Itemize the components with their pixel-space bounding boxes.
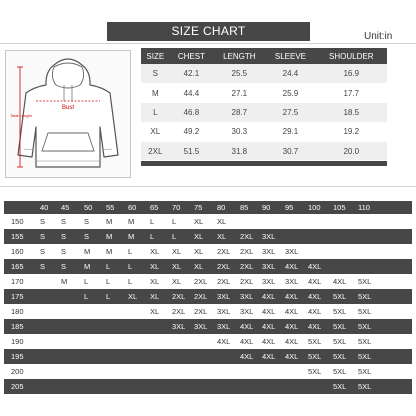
size-cell: M [106,232,113,241]
size-cell: 5XL [358,352,372,361]
size-cell: XL [194,217,204,226]
size-cell: 5XL [358,322,372,331]
height-label: 185 [11,322,24,331]
cell: 30.3 [213,122,265,141]
hoodie-illustration [6,51,130,177]
cell: 31.8 [213,142,265,161]
size-cell: 4XL [308,322,322,331]
chart-title: SIZE CHART [107,22,310,41]
size-cell: M [128,217,135,226]
height-row [4,304,412,319]
size-cell: 4XL [308,307,322,316]
size-cell: 2XL [172,292,186,301]
weight-header-cell: 50 [84,203,93,212]
size-cell: L [128,277,133,286]
size-cell: L [84,277,89,286]
size-cell: 5XL [358,367,372,376]
height-row [4,244,412,259]
size-cell: 4XL [240,352,254,361]
cell: 25.9 [265,83,315,102]
height-row [4,349,412,364]
header-size: SIZE [141,48,170,64]
size-table-header [141,48,387,64]
size-cell: M [84,262,91,271]
size-cell: 4XL [308,292,322,301]
cell: 27.5 [265,103,315,122]
size-cell: S [40,262,46,271]
hoodie-figure [5,50,131,178]
size-cell: 4XL [262,322,276,331]
size-cell: XL [217,217,227,226]
size-cell: L [128,247,133,256]
size-cell: 4XL [285,292,299,301]
cell: 18.5 [315,103,387,122]
size-cell: 5XL [308,352,322,361]
height-label: 190 [11,337,24,346]
size-cell: 5XL [358,277,372,286]
size-cell: S [61,262,67,271]
size-cell: 4XL [240,322,254,331]
size-cell: 2XL [172,307,186,316]
header-length: LENGTH [213,48,265,64]
size-cell: M [84,247,91,256]
weight-header-cell: 65 [150,203,159,212]
size-cell: 4XL [285,337,299,346]
size-cell: L [150,217,155,226]
size-cell: L [106,277,111,286]
size-cell: 4XL [333,277,347,286]
size-cell: 4XL [217,337,231,346]
size-cell: XL [194,262,204,271]
cell: 49.2 [170,122,214,141]
table-row [141,142,387,161]
cell: 17.7 [315,83,387,102]
weight-header-cell: 90 [262,203,271,212]
header-chest: CHEST [170,48,214,64]
cell: L [141,103,170,122]
height-label: 195 [11,352,24,361]
size-cell: 4XL [285,322,299,331]
size-cell: 2XL [240,262,254,271]
size-cell: 3XL [285,247,299,256]
cell: 29.1 [265,122,315,141]
table-row [141,83,387,102]
size-cell: XL [194,247,204,256]
size-cell: 4XL [308,277,322,286]
cell: 51.5 [170,142,214,161]
size-cell: S [84,232,90,241]
height-row [4,274,412,289]
size-cell: L [106,262,111,271]
height-label: 205 [11,382,24,391]
cell: 30.7 [265,142,315,161]
size-cell: 2XL [240,277,254,286]
cell: 2XL [141,142,170,161]
size-cell: S [61,217,67,226]
table-row [141,64,387,83]
weight-header-cell: 110 [358,203,370,212]
table-footer-strip [141,161,387,167]
size-cell: S [40,247,46,256]
size-cell: 5XL [333,382,347,391]
height-label: 160 [11,247,24,256]
weight-header-cell: 75 [194,203,203,212]
height-label: 180 [11,307,24,316]
height-row [4,379,412,394]
size-cell: XL [217,232,227,241]
cell: 19.2 [315,122,387,141]
size-cell: 3XL [240,292,254,301]
size-cell: XL [194,232,204,241]
size-cell: 4XL [262,292,276,301]
cell: 28.7 [213,103,265,122]
size-cell: 2XL [194,292,208,301]
weight-header-cell: 60 [128,203,137,212]
size-cell: M [128,232,135,241]
size-cell: S [61,232,67,241]
size-cell: 3XL [240,307,254,316]
size-cell: 3XL [217,307,231,316]
size-cell: 5XL [308,367,322,376]
size-cell: XL [172,277,182,286]
cell: M [141,83,170,102]
size-cell: 2XL [240,247,254,256]
size-cell: 5XL [358,292,372,301]
size-cell: 2XL [194,277,208,286]
size-cell: XL [150,292,160,301]
cell: 27.1 [213,83,265,102]
size-cell: XL [172,262,182,271]
size-cell: 4XL [240,337,254,346]
cell: S [141,64,170,83]
size-cell: 5XL [308,337,322,346]
size-cell: XL [128,292,138,301]
size-cell: 5XL [358,307,372,316]
height-label: 155 [11,232,24,241]
size-cell: M [106,247,113,256]
size-cell: 4XL [308,262,322,271]
cell: 24.4 [265,64,315,83]
size-cell: L [172,217,177,226]
size-cell: 5XL [333,337,347,346]
cell: 42.1 [170,64,214,83]
size-cell: 3XL [194,322,208,331]
size-cell: 3XL [262,277,276,286]
cell: 46.8 [170,103,214,122]
divider [0,43,416,44]
size-cell: XL [150,277,160,286]
height-label: 150 [11,217,24,226]
weight-header-cell: 100 [308,203,321,212]
height-row [4,259,412,274]
size-cell: 3XL [217,292,231,301]
height-row [4,364,412,379]
weight-header-cell: 45 [61,203,70,212]
size-cell: 5XL [333,352,347,361]
height-row [4,214,412,229]
bust-label: Bust [61,105,75,111]
size-cell: S [40,232,46,241]
size-cell: 2XL [217,262,231,271]
size-table-body [141,64,387,167]
size-cell: 2XL [240,232,254,241]
weight-header-cell: 85 [240,203,249,212]
weight-header-cell: 105 [333,203,346,212]
size-cell: 3XL [262,232,276,241]
size-measurement-table [141,48,387,167]
height-row [4,289,412,304]
size-cell: L [172,232,177,241]
height-row [4,319,412,334]
size-cell: L [106,292,111,301]
weight-header-cell: 40 [40,203,49,212]
weight-header-cell: 80 [217,203,226,212]
size-cell: 2XL [194,307,208,316]
weight-header-cell: 95 [285,203,294,212]
cell: XL [141,122,170,141]
size-cell: 5XL [358,337,372,346]
size-cell: L [128,262,133,271]
header-sleeve: SLEEVE [265,48,315,64]
size-cell: S [40,217,46,226]
height-weight-grid [4,201,412,394]
length-label: Total Length [10,113,32,118]
height-label: 170 [11,277,24,286]
size-cell: 4XL [262,352,276,361]
height-label: 175 [11,292,24,301]
divider [0,186,416,187]
size-cell: L [150,232,155,241]
size-cell: 3XL [262,247,276,256]
size-cell: 5XL [333,292,347,301]
size-cell: 4XL [285,262,299,271]
size-cell: XL [150,307,160,316]
size-cell: S [61,247,67,256]
height-label: 165 [11,262,24,271]
size-cell: 2XL [217,277,231,286]
size-cell: 4XL [262,307,276,316]
size-cell: 3XL [172,322,186,331]
size-cell: L [84,292,89,301]
height-label: 200 [11,367,24,376]
footer-strip-cell [141,161,387,167]
size-cell: 3XL [285,277,299,286]
weight-header-cell: 70 [172,203,181,212]
size-cell: 5XL [333,367,347,376]
size-cell: 3XL [217,322,231,331]
size-cell: 5XL [358,382,372,391]
size-cell: 4XL [262,337,276,346]
height-row [4,229,412,244]
size-cell: 2XL [217,247,231,256]
weight-header-cell: 55 [106,203,115,212]
weight-header-row [4,201,412,214]
size-cell: 4XL [285,352,299,361]
size-cell: S [84,217,90,226]
size-cell: M [61,277,68,286]
size-cell: XL [150,247,160,256]
cell: 25.5 [213,64,265,83]
size-cell: 5XL [333,322,347,331]
size-cell: M [106,217,113,226]
header-shoulder: SHOULDER [315,48,387,64]
cell: 16.9 [315,64,387,83]
size-cell: 5XL [333,307,347,316]
cell: 44.4 [170,83,214,102]
cell: 20.0 [315,142,387,161]
unit-label: Unit:in [364,31,393,42]
size-cell: 4XL [285,307,299,316]
size-cell: XL [172,247,182,256]
height-row [4,334,412,349]
size-cell: XL [150,262,160,271]
table-row [141,122,387,141]
size-cell: 3XL [262,262,276,271]
table-row [141,103,387,122]
